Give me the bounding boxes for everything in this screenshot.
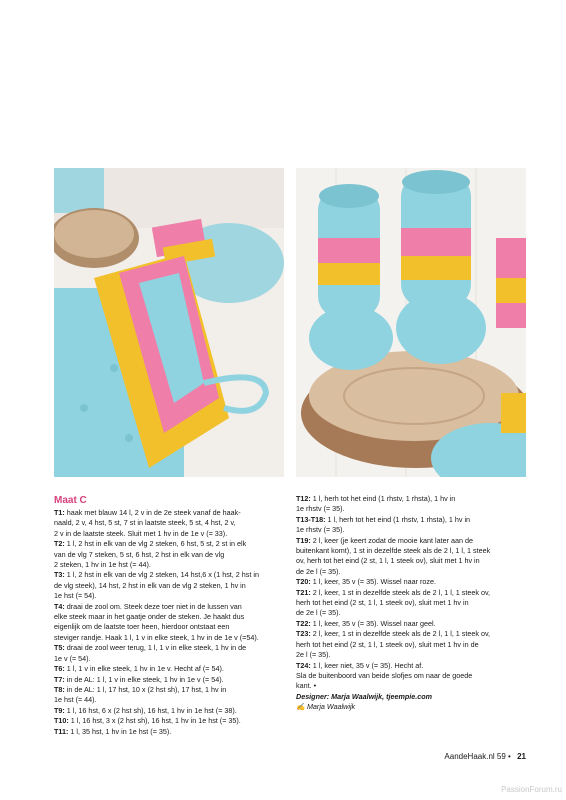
pattern-row: [296, 661, 528, 671]
row-text: 2 steken, 1 hv in 1e hst (= 44).: [54, 560, 151, 570]
row-text: 1 l, 1 v in elke steek, 1 hv in 1e v. Hecht af (= 54).: [64, 664, 224, 674]
pattern-row: [54, 727, 286, 737]
row-text: naald, 2 v, 4 hst, 5 st, 7 st in laatste steek, 5 st, 4 hst, 2 v,: [54, 518, 236, 528]
row-label: T13-T18:: [296, 514, 326, 524]
row-text: herh tot het eind (2 st, 1 l, 1 steek ov), sluit met 1 hv in de: [296, 639, 479, 649]
pattern-row: [296, 577, 528, 587]
row-text: 2 v in de laatste steek. Sluit met 1 hv in de 1e v (= 33).: [54, 528, 228, 538]
pattern-row: [296, 515, 528, 525]
row-text: de 2e l (= 35).: [296, 608, 341, 618]
row-label: T6:: [54, 664, 65, 674]
right-rows: [296, 494, 528, 692]
row-label: T10:: [54, 716, 69, 726]
pattern-row: [54, 550, 286, 560]
row-text: 2 l, keer, 1 st in dezelfde steek als de 2 l, 1 l, 1 steek ov,: [310, 587, 491, 597]
row-text: ov, herh tot het eind (2 st, 1 l, 1 steek ov), sluit met 1 hv in: [296, 556, 480, 566]
row-text: 1e rhstv (= 35).: [296, 504, 345, 514]
row-label: T19:: [296, 535, 311, 545]
row-text: 1e v (= 54).: [54, 653, 91, 663]
magazine-name: AandeHaak.nl 59: [444, 752, 506, 761]
pattern-row: [54, 664, 286, 674]
row-text: draai de zool weer terug, 1 l, 1 v in elke steek, 1 hv in de: [64, 643, 247, 653]
row-text: in de AL: 1 l, 17 hst, 10 x (2 hst sh), 17 hst, 1 hv in: [64, 684, 227, 694]
pattern-row: [54, 706, 286, 716]
row-text: 1 l, keer niet, 35 v (= 35). Hecht af.: [310, 660, 424, 670]
row-label: T7:: [54, 674, 65, 684]
pattern-row: [54, 602, 286, 612]
watermark: PassionForum.ru: [501, 785, 562, 794]
photographer-credit: ✍ Marja Waalwijk: [296, 702, 356, 712]
pattern-row: [296, 598, 528, 608]
pattern-row: [54, 539, 286, 549]
pattern-row: [54, 508, 286, 518]
pattern-row: [54, 591, 286, 601]
pattern-row: [296, 681, 528, 691]
row-label: T21:: [296, 587, 311, 597]
row-text: haak met blauw 14 l, 2 v in de 2e steek vanaf de haak-: [64, 508, 241, 517]
row-text: 1 l, keer, 35 v (= 35). Wissel naar geel.: [310, 618, 436, 628]
row-text: kant. •: [296, 681, 317, 691]
pattern-row: [54, 643, 286, 653]
row-text: herh tot het eind (2 st, 1 l, 1 steek ov), sluit met 1 hv in: [296, 598, 469, 608]
row-text: buitenkant komt), 1 st in dezelfde steek als de 2 l, 1 l, 1 steek: [296, 546, 491, 556]
row-label: T24:: [296, 660, 311, 670]
row-text: 1e hst (= 44).: [54, 695, 97, 705]
row-label: T8:: [54, 684, 65, 694]
row-label: T9:: [54, 705, 65, 715]
row-text: 2 l, keer, 1 st in dezelfde steek als de 2 l, 1 l, 1 steek ov,: [310, 629, 491, 639]
page-footer: [444, 752, 526, 762]
pattern-row: [296, 629, 528, 639]
row-text: Sla de buitenboord van beide slofjes om naar de goede: [296, 670, 473, 680]
row-text: 1 l, keer, 35 v (= 35). Wissel naar roze.: [310, 577, 437, 587]
row-label: T5:: [54, 643, 65, 653]
row-text: draai de zool om. Steek deze toer niet in de lussen van: [64, 601, 242, 611]
pattern-row: [54, 560, 286, 570]
row-text: 1 l, herh tot het eind (1 rhstv, 1 rhsta), 1 hv in: [310, 494, 456, 503]
row-text: 2e l (= 35).: [296, 650, 331, 660]
pattern-row: [296, 536, 528, 546]
row-label: T23:: [296, 629, 311, 639]
pattern-row: [54, 675, 286, 685]
pattern-column-right: [296, 494, 528, 713]
photo-booties-on-wood: [296, 168, 526, 477]
row-label: T22:: [296, 618, 311, 628]
pattern-row: [54, 695, 286, 705]
pattern-row: [54, 622, 286, 632]
pattern-row: [296, 546, 528, 556]
row-text: 1 l, 16 hst, 6 x (2 hst sh), 16 hst, 1 hv in 1e hst (= 38).: [64, 705, 237, 715]
row-text: 1 l, 35 hst, 1 hv in 1e hst (= 35).: [68, 726, 172, 736]
row-text: 1 l, 16 hst, 3 x (2 hst sh), 16 hst, 1 hv in 1e hst (= 35).: [68, 716, 241, 726]
pattern-row: [54, 716, 286, 726]
photo-bootie-closeup: [54, 168, 284, 477]
section-title: Maat C: [54, 495, 87, 506]
row-text: 1e rhstv (= 35).: [296, 525, 345, 535]
pattern-row: [54, 685, 286, 695]
row-text: de vlg steek), 14 hst, 2 hst in elk van de vlg 2 steken, 1 hv in: [54, 580, 246, 590]
pattern-row: [296, 494, 528, 504]
row-text: elke steek maar in het gaatje onder de steken. Je haakt dus: [54, 612, 245, 622]
pattern-row: [296, 608, 528, 618]
row-label: T4:: [54, 601, 65, 611]
row-text: steviger randje. Haak 1 l, 1 v in elke steek, 1 hv in de 1e v (=54).: [54, 632, 259, 642]
pattern-row: [296, 588, 528, 598]
row-label: T11:: [54, 726, 69, 736]
row-text: eigenlijk om de laatste toer heen, hierdoor ontstaat een: [54, 622, 230, 632]
pattern-row: [54, 654, 286, 664]
pattern-row: [54, 612, 286, 622]
left-rows: [54, 508, 286, 737]
row-text: de 2e l (= 35).: [296, 566, 341, 576]
pattern-row: [296, 619, 528, 629]
pattern-row: [296, 504, 528, 514]
pattern-row: [54, 570, 286, 580]
row-text: 1e hst (= 54).: [54, 591, 97, 601]
row-text: 2 l, keer (je keert zodat de mooie kant later aan de: [310, 535, 473, 545]
pattern-column-left: [54, 494, 286, 737]
row-text: van de vlg 7 steken, 5 st, 6 hst, 2 hst in elk van de vlg: [54, 549, 225, 559]
pattern-row: [296, 525, 528, 535]
row-label: T3:: [54, 570, 65, 580]
pattern-row: [54, 633, 286, 643]
pattern-row: [296, 567, 528, 577]
row-label: T1:: [54, 508, 65, 517]
row-text: 1 l, herh tot het eind (1 rhstv, 1 rhsta), 1 hv in: [325, 514, 471, 524]
pattern-row: [296, 556, 528, 566]
pattern-row: [296, 650, 528, 660]
row-label: T20:: [296, 577, 311, 587]
row-label: T12:: [296, 494, 311, 503]
pattern-row: [296, 671, 528, 681]
row-text: 1 l, 2 hst in elk van de vlg 2 steken, 6 hst, 5 st, 2 st in elk: [64, 539, 247, 549]
designer-credit: Designer: Marja Waalwijk, tjeempie.com: [296, 691, 433, 701]
row-label: T2:: [54, 539, 65, 549]
pattern-row: [54, 529, 286, 539]
page-number: 21: [517, 752, 526, 761]
pattern-row: [54, 581, 286, 591]
pattern-row: [296, 640, 528, 650]
pattern-row: [54, 518, 286, 528]
row-text: 1 l, 2 hst in elk van de vlg 2 steken, 14 hst,6 x (1 hst, 2 hst in: [64, 570, 259, 580]
row-text: in de AL: 1 l, 1 v in elke steek, 1 hv in 1e v (= 54).: [64, 674, 224, 684]
footer-separator: •: [508, 752, 511, 761]
